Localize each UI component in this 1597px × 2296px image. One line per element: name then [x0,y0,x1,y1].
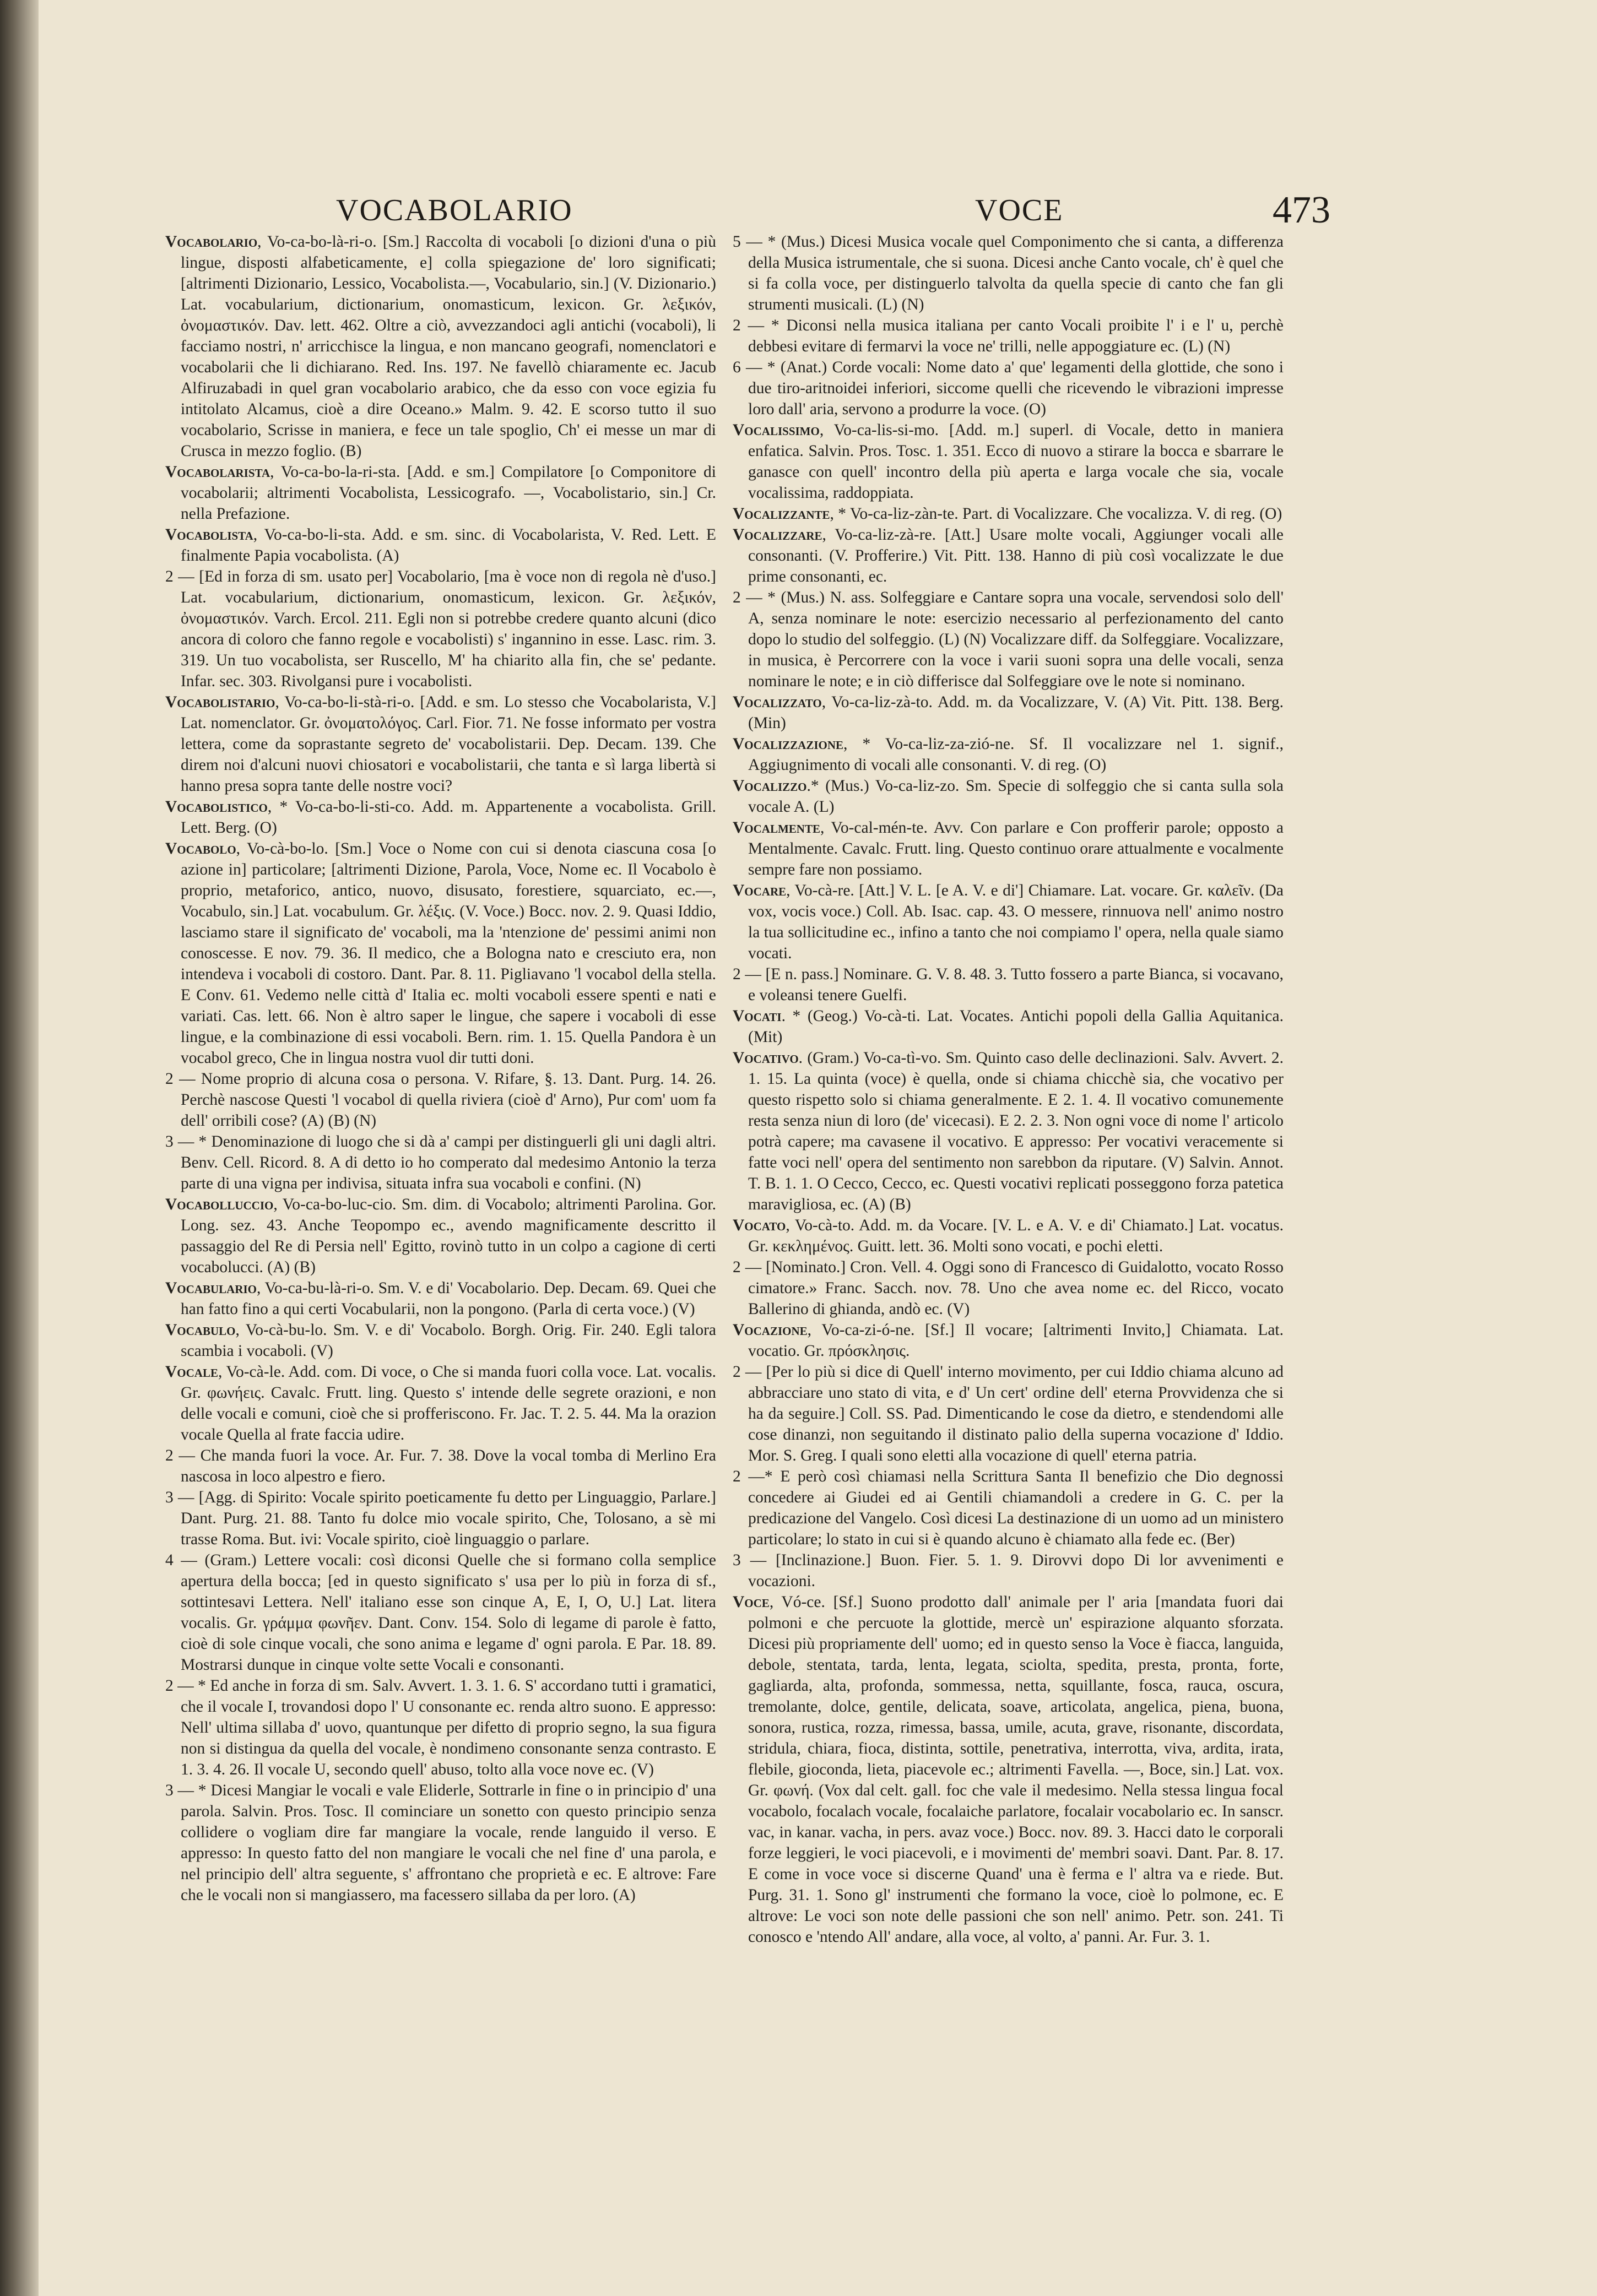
right-running-head: VOCE [975,193,1064,227]
entry-vocale-sense-3: 3 — [Agg. di Spirito: Vocale spirito poeticamente fu detto per Linguaggio, Parlare.] Dant. Purg. 21. 88. Tanto fu dolce mio vocale spirito, Che, Tolosano, a sè mi trasse Roma. But. ivi: Vocale spirito, cioè linguaggio o parlare. [165,1489,716,1548]
entry-vocabulario: Vocabulario, Vo-ca-bu-là-ri-o. Sm. V. e di' Vocabolario. Dep. Decam. 69. Quei che han fatto fino a qui certi Vocabularii, non la pongono. (Parla di certa voce.) (V) [165,1279,716,1318]
entry-vocativo: Vocativo. (Gram.) Vo-ca-tì-vo. Sm. Quinto caso delle declinazioni. Salv. Avvert. 2. 1. 15. La quinta (voce) è quella, onde si chiama chicchè sia, che vocativo per questo rispetto solo si chiama generalmente. E 2. 1. 4. Il vocativo comunemente resta senza niun di loro (de' vicecasi). E 2. 2. 3. Non ogni voce di nome l' articolo potrà capere; ma cavasene il vocativo. E appresso: Per vocativi veracemente si fatte voci nell' opera del sentimento non sarebbon da riputare. (V) Salvin. Annot. T. B. 1. 1. O Cecco, Cecco, ec. Questi vocativi replicati posseggono forza patetica maravigliosa, ec. (A) (B) [733,1049,1284,1213]
entry-vocazione-sense-2: 2 — [Per lo più si dice di Quell' interno movimento, per cui Iddio chiama alcuno ad abbracciare uno stato di vita, e d' Un cert' ordine dell' eterna Provvidenza che si ha da seguire.] Coll. SS. Pad. Dimenticando le cose da dietro, e stendendomi alle cose dinanzi, non seguitando il distinato palio della superna vocazione d' Iddio. Mor. S. Greg. I quali sono eletti alla vocazione di quell' eterna patria. [733,1363,1284,1464]
entry-vocabolistario: Vocabolistario, Vo-ca-bo-li-stà-ri-o. [Add. e sm. Lo stesso che Vocabolarista, V.] Lat. nomenclator. Gr. ὀνοματολόγος. Carl. Fior. 71. Ne fosse informato per vostra lettera, come da soprastante segreto de' vocabolistarii. Dep. Decam. 139. Che direm noi d'alcuni nuovi chiosatori e vocabolistarii, che tanta e sì larga libertà si hanno presa sopra tante delle nostre voci? [165,693,716,795]
entry-vocare-sense-2: 2 — [E n. pass.] Nominare. G. V. 8. 48. 3. Tutto fossero a parte Bianca, si vocavano, e voleansi tenere Guelfi. [733,965,1284,1004]
left-running-head: VOCABOLARIO [336,193,573,227]
entry-vocazione-sense-2b: 2 —* E però così chiamasi nella Scrittura Santa Il benefizio che Dio degnossi concedere ai Giudei ed ai Gentili chiamandoli a credere in G. C. per la predicazione del Vangelo. Così dicesi La destinazione di un uomo ad un ministero particolare; lo stato in cui si è quando alcuno è chiamato alla fede ec. (Ber) [733,1468,1284,1548]
entry-vocale: Vocale, Vo-cà-le. Add. com. Di voce, o Che si manda fuori colla voce. Lat. vocalis. Gr. φωνήεις. Cavalc. Frutt. ling. Questo s' intende delle segrete orazioni, e non delle vocali e comuni, cioè che si profferiscono. Fr. Jac. T. 2. 5. 44. Ma la orazion vocale Quella al frate faccia udire. [165,1363,716,1443]
entry-vocale-sense-4: 4 — (Gram.) Lettere vocali: così diconsi Quelle che si formano colla semplice apertura della bocca; [ed in questo significato s' usa per lo più in forza di sf., sottintesavi Lettera. Nell' italiano esse son cinque A, E, I, O, U.] Lat. litera vocalis. Gr. γράμμα φωνῆεν. Dant. Conv. 154. Solo di legame di parole è fatto, cioè di sole cinque vocali, che sono anima e legame d' ogni parola. E Par. 18. 89. Mostrarsi dunque in cinque volte sette Vocali e consonanti. [165,1551,716,1674]
entry-vocalizzare: Vocalizzare, Vo-ca-liz-zà-re. [Att.] Usare molte vocali, Aggiunger vocali alle consonanti. (V. Profferire.) Vit. Pitt. 138. Hanno di più così vocalizzate le due prime consonanti, ec. [733,526,1284,585]
book-gutter [0,0,39,2296]
entry-vocale-sense-5: 5 — * (Mus.) Dicesi Musica vocale quel Componimento che si canta, a differenza della Musica istrumentale, che si suona. Dicesi anche Canto vocale, ch' è quel che si fa colla voce, per distinguerlo talvolta da quella specie di canto che fan gli strumenti musicali. (L) (N) [733,233,1284,313]
entry-vocabolluccio: Vocabolluccio, Vo-ca-bo-luc-cio. Sm. dim. di Vocabolo; altrimenti Parolina. Gor. Long. sez. 43. Anche Teopompo ec., avendo magnificamente descritto il passaggio del Re di Persia nell' Egitto, rovinò tutto in un colpo a cagione di certi vocabolucci. (A) (B) [165,1196,716,1276]
entry-vocabolario: Vocabolario, Vo-ca-bo-là-ri-o. [Sm.] Raccolta di vocaboli [o dizioni d'una o più lingue, disposti alfabeticamente, e] colla spiegazione de' loro significati; [altrimenti Dizionario, Lessico, Vocabolista.—, Vocabulario, sin.] (V. Dizionario.) Lat. vocabularium, dictionarium, onomasticum, lexicon. Gr. λεξικόν, ὀνομαστικόν. Dav. lett. 462. Oltre a ciò, avvezzandoci agli antichi (vocaboli), li facciamo nostri, n' arricchisce la lingua, e non mancano geografi, nomenclatori e vocabolarii che li dichiarano. Red. Ins. 197. Ne favellò chiaramente ec. Jacub Alfiruzabadi in quel gran vocabolario arabico, che da esso con voce egizia fu intitolato Alcamus, cioè a dire Oceano.» Malm. 9. 42. E scorso tutto il suo vocabolario, Scrisse in maniera, e fece un tale spoglio, Ch' ei messe un mar di Crusca in mezzo foglio. (B) [165,233,716,460]
entry-vocalizzato: Vocalizzato, Vo-ca-liz-zà-to. Add. m. da Vocalizzare, V. (A) Vit. Pitt. 138. Berg. (Min) [733,693,1284,732]
entry-voce: Voce, Vó-ce. [Sf.] Suono prodotto dall' animale per l' aria [mandata fuori dai polmoni e che percuote la glottide, mercè un' espirazione alquanto sforzata. Dicesi più propriamente dell' uomo; ed in questo senso la Voce è fiacca, languida, debole, stentata, tarda, lenta, legata, sciolta, spedita, presta, pronta, forte, gagliarda, alta, profonda, sommessa, netta, squillante, fosca, rauca, oscura, tremolante, dolce, gentile, delicata, soave, articolata, angelica, piena, buona, sonora, rustica, rozza, rimessa, bassa, umile, acuta, grave, risonante, discordata, stridula, chiara, fioca, distinta, sottile, penetrativa, interrotta, viva, ardita, irata, flebile, gioconda, lieta, piacevole ec.; altrimenti Favella. —, Boce, sin.] Lat. vox. Gr. φωνή. (Vox dal celt. gall. foc che vale il medesimo. Nella stessa lingua focal vocabolo, focalach vocale, focalaiche parlatore, focalair vocabolario ec. In sanscr. vac, in kanar. vacha, in pers. avaz voce.) Bocc. nov. 89. 3. Hacci dato le corporali forze leggieri, le voci piacevoli, e i movimenti de' membri soavi. Dant. Par. 8. 17. E come in voce voce si discerne Quand' una è ferma e l' altra va e riede. But. Purg. 31. 1. Sono gl' instrumenti che formano la voce, cioè lo polmone, ec. E altrove: Le voci son note delle passioni che son nell' animo. Petr. son. 241. Ti conosco e 'ntendo All' andare, alla voce, al volto, a' panni. Ar. Fur. 3. 1. [733,1593,1284,1946]
entry-vocale-sense-5-2: 2 — * Diconsi nella musica italiana per canto Vocali proibite l' i e l' u, perchè debbesi evitare di fermarvi la voce ne' trilli, nelle appoggiature ec. (L) (N) [733,317,1284,355]
entry-vocale-sense-4-2: 2 — * Ed anche in forza di sm. Salv. Avvert. 1. 3. 1. 6. S' accordano tutti i gramatici, che il vocale I, trovandosi dopo l' U consonante ec. renda altro suono. E appresso: Nell' ultima sillaba d' uovo, quantunque per difetto di proprio segno, la sua figura non si distingua da quella del vocale, è nondimeno consonante senza contrasto. E 1. 3. 4. 26. Il vocale U, secondo quell' abuso, tolto alla voce nove ec. (V) [165,1677,716,1778]
entry-vocazione: Vocazione, Vo-ca-zi-ó-ne. [Sf.] Il vocare; [altrimenti Invito,] Chiamata. Lat. vocatio. Gr. πρόσκλησις. [733,1321,1284,1360]
page-number: 473 [1273,189,1330,231]
entry-vocabolarista: Vocabolarista, Vo-ca-bo-la-ri-sta. [Add. e sm.] Compilatore [o Componitore di vocabolarii; altrimenti Vocabolista, Lessicografo. —, Vocabolistario, sin.] Cr. nella Prefazione. [165,463,716,523]
entry-vocale-sense-6: 6 — * (Anat.) Corde vocali: Nome dato a' que' legamenti della glottide, che sono i due tiro-aritnoidei inferiori, siccome quelli che ricevendo le vibrazioni impresse loro dall' aria, servono a produrre la voce. (O) [733,359,1284,418]
entry-vocabolo-sense-3: 3 — * Denominazione di luogo che si dà a' campi per distinguerli gli uni dagli altri. Benv. Cell. Ricord. 8. A di detto io ho comperato dal medesimo Antonio la terza parte di una vigna per indivisa, situata infra sua vocaboli e confini. (N) [165,1133,716,1192]
entry-vocabolista-sense-2: 2 — [Ed in forza di sm. usato per] Vocabolario, [ma è voce non di regola nè d'uso.] Lat. vocabularium, dictionarium, onomasticum, lexicon. Gr. λεξικόν, ὀνομαστικόν. Varch. Ercol. 211. Egli non si potrebbe credere quanto alcuni (dico ancora di coloro che fanno regole e vocabolisti) s' ingannino in esse. Lasc. rim. 3. 319. Un tuo vocabolista, ser Ruscello, M' ha chiarito alla fin, che se' pedante. Infar. sec. 303. Rivolgansi pure i vocabolisti. [165,568,716,690]
entry-vocale-sense-2: 2 — Che manda fuori la voce. Ar. Fur. 7. 38. Dove la vocal tomba di Merlino Era nascosa in loco alpestro e fiero. [165,1447,716,1485]
running-header [39,189,1597,231]
entry-vocalissimo: Vocalissimo, Vo-ca-lis-si-mo. [Add. m.] superl. di Vocale, detto in maniera enfatica. Salvin. Pros. Tosc. 1. 351. Ecco di nuovo a stirare la bocca e sbarrare le ganasce con quell' incontro della più aperta e larga vocale che sia, vocale vocalissima, raddoppiata. [733,421,1284,502]
entry-vocalizzante: Vocalizzante, * Vo-ca-liz-zàn-te. Part. di Vocalizzare. Che vocalizza. V. di reg. (O) [733,505,1282,523]
entry-vocalizzo: Vocalizzo.* (Mus.) Vo-ca-liz-zo. Sm. Specie di solfeggio che si canta sulla sola vocale A. (L) [733,777,1284,816]
entry-vocato: Vocato, Vo-cà-to. Add. m. da Vocare. [V. L. e A. V. e di' Chiamato.] Lat. vocatus. Gr. κεκλημένος. Guitt. lett. 36. Molti sono vocati, e pochi eletti. [733,1217,1284,1255]
left-column [165,231,716,2192]
entry-vocabolistico: Vocabolistico, * Vo-ca-bo-li-sti-co. Add. m. Appartenente a vocabolista. Grill. Lett. Berg. (O) [165,798,716,837]
entry-vocabulo: Vocabulo, Vo-cà-bu-lo. Sm. V. e di' Vocabolo. Borgh. Orig. Fir. 240. Egli talora scambia i vocaboli. (V) [165,1321,716,1360]
entry-vocabolo: Vocabolo, Vo-cà-bo-lo. [Sm.] Voce o Nome con cui si denota ciascuna cosa [o azione in] particolare; [altrimenti Dizione, Parola, Voce, Nome ec. Il Vocabolo è proprio, metaforico, antico, nuovo, disusato, forestiere, squarciato, ec.—, Vocabulo, sin.] Lat. vocabulum. Gr. λέξις. (V. Voce.) Bocc. nov. 2. 9. Quasi Iddio, lasciamo stare il significato de' vocaboli, ma la 'ntenzione de' pessimi animi non conoscesse. E nov. 79. 36. Il medico, che a Bologna nato e cresciuto era, non intendeva i vocaboli di costoro. Dant. Par. 8. 11. Pigliavano 'l vocabol della stella. E Conv. 61. Vedemo nelle città d' Italia ec. molti vocaboli essere spenti e nati e variati. Cas. lett. 66. Non è altro saper le lingue, che sapere i vocaboli di esse lingue, e la combinazione di essi vocaboli. Bern. rim. 1. 15. Quella Pandora è un vocabol greco, Che in lingua nostra vuol dir tutti doni. [165,840,716,1067]
entry-vocato-sense-2: 2 — [Nominato.] Cron. Vell. 4. Oggi sono di Francesco di Guidalotto, vocato Rosso cimatore.» Franc. Sacch. nov. 78. Uno che avea nome ec. del Ricco, vocato Ballerino di ghianda, andò ec. (V) [733,1258,1284,1318]
entry-vocare: Vocare, Vo-cà-re. [Att.] V. L. [e A. V. e di'] Chiamare. Lat. vocare. Gr. καλεῖν. (Da vox, vocis voce.) Coll. Ab. Isac. cap. 43. O messere, rinnuova nell' animo nostro la tua sollicitudine ec., infino a tanto che noi compiamo l' opera, nella quale siamo vocati. [733,882,1284,962]
entry-vocale-sense-4-3: 3 — * Dicesi Mangiar le vocali e vale Eliderle, Sottrarle in fine o in principio d' una parola. Salvin. Pros. Tosc. Il cominciare un sonetto con questo principio senza collidere o vogliam dire far mangiare la vocale, rende languido il verso. E appresso: In questo fatto del non mangiare le vocali che nel fine d' una parola, e nel principio dell' altra seguente, s' affrontano che proprietà e ec. E altrove: Fare che le vocali non si mangiassero, ma facessero sillaba da per loro. (A) [165,1782,716,1904]
entry-vocazione-sense-3: 3 — [Inclinazione.] Buon. Fier. 5. 1. 9. Dirovvi dopo Di lor avvenimenti e vocazioni. [733,1551,1284,1590]
entry-vocati: Vocati. * (Geog.) Vo-cà-ti. Lat. Vocates. Antichi popoli della Gallia Aquitanica. (Mit) [733,1007,1284,1046]
right-column [733,231,1284,2192]
entry-vocabolista: Vocabolista, Vo-ca-bo-li-sta. Add. e sm. sinc. di Vocabolarista, V. Red. Lett. E finalmente Papia vocabolista. (A) [165,526,716,564]
dictionary-page [39,0,1597,2296]
entry-vocalizzare-sense-2: 2 — * (Mus.) N. ass. Solfeggiare e Cantare sopra una vocale, servendosi solo dell' A, senza nominare le note: esercizio necessario al perfezionamento del canto dopo lo studio del solfeggio. (L) (N) Vocalizzare diff. da Solfeggiare. Vocalizzare, in musica, è Percorrere con la voce i varii suoni sopra una delle vocali, senza nominare le note; e in ciò differisce dal Solfeggiare ove le note si nominano. [733,589,1284,690]
entry-vocalmente: Vocalmente, Vo-cal-mén-te. Avv. Con parlare e Con profferir parole; opposto a Mentalmente. Cavalc. Frutt. ling. Questo continuo orare attualmente e vocalmente sempre fare non possiamo. [733,819,1284,878]
entry-vocabolo-sense-2: 2 — Nome proprio di alcuna cosa o persona. V. Rifare, §. 13. Dant. Purg. 14. 26. Perchè nascose Questi 'l vocabol di quella riviera (cioè d' Arno), Pur com' uom fa dell' orribili cose? (A) (B) (N) [165,1070,716,1130]
entry-vocalizzazione: Vocalizzazione, * Vo-ca-liz-za-zió-ne. Sf. Il vocalizzare nel 1. signif., Aggiugnimento di vocali alle consonanti. V. di reg. (O) [733,735,1284,774]
